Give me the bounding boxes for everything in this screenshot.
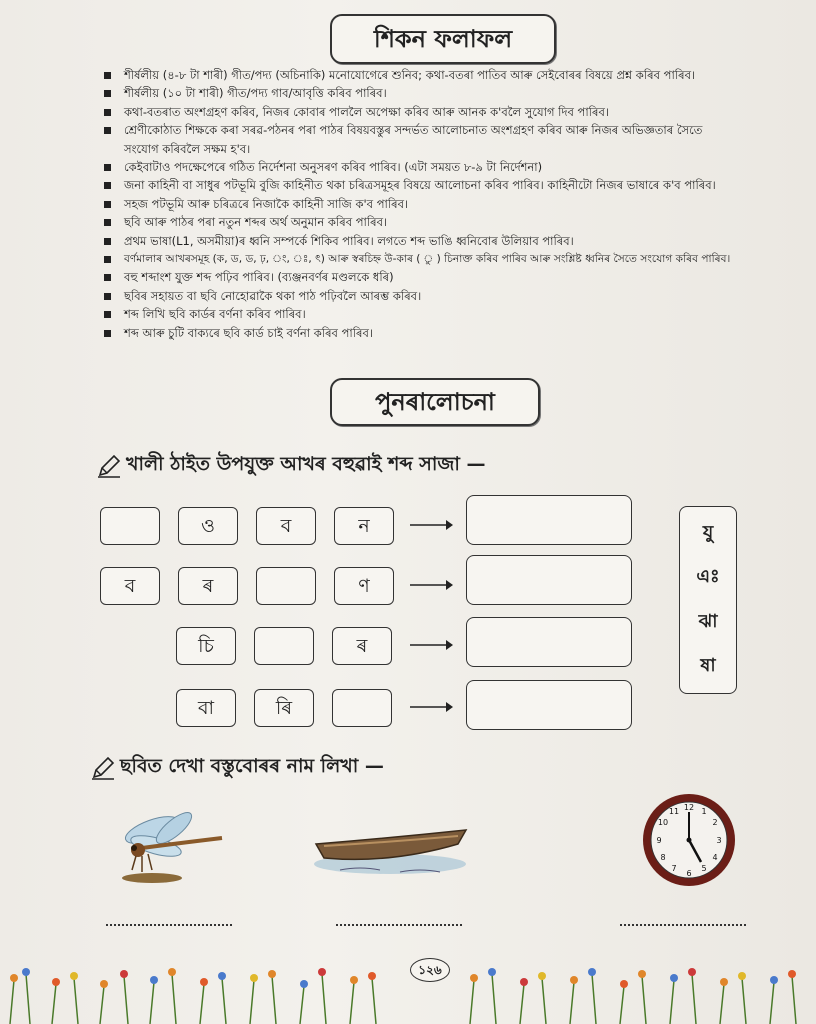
outcome-item: শীৰ্ষলীয় (৪-৮ টা শাৰী) গীত/পদ্য (অচিনাকি) মনোযোগেৰে শুনিব; কথা-বতৰা পাতিব আৰু সেইবোৰৰ বিষয়ে প্ৰশ্ন কৰিব পাৰিব। (100, 66, 800, 84)
svg-text:6: 6 (686, 869, 692, 878)
outcome-item: শব্দ আৰু চুটি বাক্যৰে ছবি কাৰ্ড চাই বৰ্ণনা কৰিব পাৰিব। (100, 324, 800, 342)
letter-box: ৰ (332, 627, 392, 665)
outcome-item: শীৰ্ষলীয় (১০ টা শাৰী) গীত/পদ্য গাব/আবৃত্তি কৰিব পাৰিব। (100, 84, 800, 102)
letter-box: ব (256, 507, 316, 545)
svg-text:10: 10 (657, 818, 669, 827)
pencil-icon (90, 755, 116, 781)
letter-box-blank[interactable] (256, 567, 316, 605)
review-title: পুনৰালোচনা (330, 378, 540, 426)
answer-line[interactable] (620, 918, 746, 926)
svg-text:5: 5 (701, 864, 707, 873)
letter-choice[interactable]: ঝা (698, 610, 718, 632)
flower-border-decoration (0, 950, 816, 1024)
svg-text:4: 4 (712, 853, 718, 862)
answer-box[interactable] (466, 495, 632, 545)
svg-text:11: 11 (668, 807, 680, 816)
exercise1-heading (96, 450, 486, 482)
answer-box[interactable] (466, 555, 632, 605)
outcome-item-continued: সংযোগ কৰিবলৈ সক্ষম হ'ব। (124, 141, 251, 156)
arrow-right-icon (410, 519, 454, 531)
svg-text:7: 7 (671, 864, 677, 873)
outcome-item: শ্ৰেণীকোঠাত শিক্ষকে কৰা সৰৱ-পঠনৰ পৰা পাঠৰ বিষয়বস্তুৰ সন্দৰ্ভত আলোচনাত অংশগ্ৰহণ কৰিব আৰু নিজৰ অভিজ্ঞতাৰ সৈতে (100, 121, 800, 139)
answer-line[interactable] (336, 918, 462, 926)
svg-text:2: 2 (712, 818, 718, 827)
outcome-item: ছবি আৰু পাঠৰ পৰা নতুন শব্দৰ অৰ্থ অনুমান কৰিব পাৰিব। (100, 213, 800, 231)
clock-picture (641, 792, 737, 888)
letter-box: ন (334, 507, 394, 545)
letter-box-blank[interactable] (254, 627, 314, 665)
letter-box: ও (178, 507, 238, 545)
letter-box: ব (100, 567, 160, 605)
letter-choice[interactable]: যু (702, 521, 714, 543)
outcome-item: ছবিৰ সহায়ত বা ছবি নোহোৱাকৈ থকা পাঠ পঢ়িবলৈ আৰম্ভ কৰিব। (100, 287, 800, 305)
answer-box[interactable] (466, 617, 632, 667)
arrow-right-icon (410, 639, 454, 651)
svg-text:9: 9 (656, 836, 662, 845)
boat-picture (310, 824, 470, 880)
dragonfly-picture (112, 808, 232, 888)
letter-box: চি (176, 627, 236, 665)
letter-box-blank[interactable] (332, 689, 392, 727)
letter-choice[interactable]: এঃ (696, 566, 720, 588)
answer-line[interactable] (106, 918, 232, 926)
svg-text:1: 1 (701, 807, 707, 816)
outcome-item: বৰ্ণমালাৰ আখৰসমূহ (ক, ড, ড, ঢ়, ং, ঃ, ৎ) আৰু স্বৰচিহ্ন উ-কাৰ ( ু ) চিনাক্ত কৰিব পাৰিব আৰু সংশ্লিষ্ট ধ্বনিৰ সৈতে সংযোগ কৰিব পাৰিব। (100, 250, 800, 268)
letter-box: ণ (334, 567, 394, 605)
outcome-item: সহজ পটভূমি আৰু চৰিত্ৰৰে নিজাকৈ কাহিনী সাজি ক'ব পাৰিব। (100, 195, 800, 213)
answer-box[interactable] (466, 680, 632, 730)
svg-text:8: 8 (660, 853, 666, 862)
letter-box: বা (176, 689, 236, 727)
outcomes-title: শিকন ফলাফল (330, 14, 556, 64)
letter-choices-box (679, 506, 737, 694)
svg-text:3: 3 (716, 836, 722, 845)
outcome-item: জনা কাহিনী বা সাধুৰ পটভূমি বুজি কাহিনীত থকা চৰিত্ৰসমূহৰ বিষয়ে আলোচনা কৰিব পাৰিব। কাহিনীটো নিজৰ ভাষাৰে ক'ব পাৰিব। (100, 176, 800, 194)
exercise2-instruction: ছবিত দেখা বস্তুবোৰৰ নাম লিখা — (120, 755, 384, 777)
arrow-right-icon (410, 701, 454, 713)
pencil-icon (96, 453, 122, 479)
outcome-item: বহু শব্দাংশ যুক্ত শব্দ পঢ়িব পাৰিব। (ব্যঞ্জনবৰ্ণৰ মণ্ডলকে ধৰি) (100, 268, 800, 286)
outcome-item: শব্দ লিখি ছবি কাৰ্ডৰ বৰ্ণনা কৰিব পাৰিব। (100, 305, 800, 323)
exercise2-heading (90, 752, 384, 784)
svg-text:12: 12 (683, 803, 695, 812)
page-number: ১২৬ (410, 958, 450, 982)
outcome-item: প্ৰথম ভাষা(L1, অসমীয়া)ৰ ধ্বনি সম্পৰ্কে শিকিব পাৰিব। লগতে শব্দ ভাঙি ধ্বনিবোৰ উলিয়াব পাৰিব। (100, 232, 800, 250)
outcome-item: কথা-বতৰাত অংশগ্ৰহণ কৰিব, নিজৰ কোবাৰ পাললৈ অপেক্ষা কৰিব আৰু আনক ক'বলৈ সুযোগ দিব পাৰিব। (100, 103, 800, 121)
letter-choice[interactable]: ষা (700, 655, 716, 677)
letter-box: ৰ (178, 567, 238, 605)
outcome-item: কেইবাটাও পদক্ষেপেৰে গঠিত নিৰ্দেশনা অনুসৰণ কৰিব পাৰিব। (এটা সময়ত ৮-৯ টা নিৰ্দেশনা) (100, 158, 800, 176)
outcomes-list (100, 66, 800, 342)
letter-box-blank[interactable] (100, 507, 160, 545)
arrow-right-icon (410, 579, 454, 591)
letter-box: ৰি (254, 689, 314, 727)
exercise1-instruction: খালী ঠাইত উপযুক্ত আখৰ বহুৱাই শব্দ সাজা — (126, 453, 486, 475)
